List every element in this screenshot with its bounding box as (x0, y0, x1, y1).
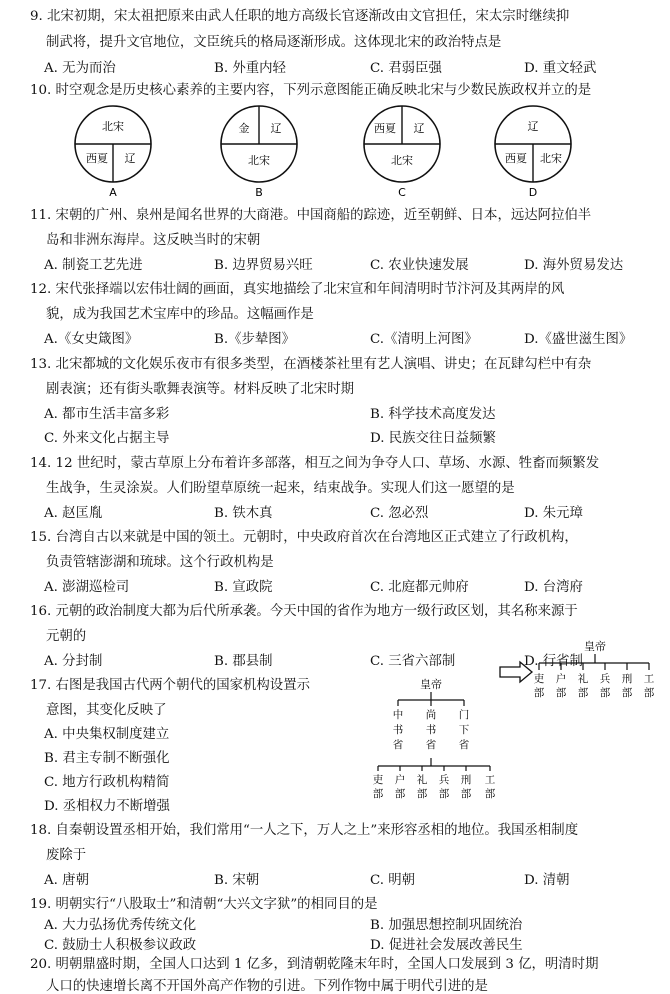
question-text: 11. 宋朝的广州、泉州是闻名世界的大商港。中国商船的踪迹，近至朝鲜、日本，远达阿拉伯半 (30, 208, 592, 223)
left-ministry-2-char: 部 (394, 788, 406, 800)
option-b: B. 科学技术高度发达 (370, 407, 496, 422)
option-a: A. 澎湖巡检司 (44, 580, 130, 595)
right-ministry-2-char: 部 (555, 687, 567, 699)
right-ministry-3-char: 部 (577, 687, 589, 699)
left-province-1-char: 省 (392, 739, 404, 751)
option-c: C. 地方行政机构精简 (44, 775, 170, 790)
right-ministry-6-char: 工 (643, 673, 655, 685)
diagram-c-top-right: 辽 (413, 122, 425, 135)
right-root-emperor: 皇帝 (584, 640, 606, 653)
left-province-1-char: 中 (392, 709, 404, 721)
question-text: 9. 北宋初期，宋太祖把原来由武人任职的地方高级长官逐渐改由文官担任，宋太宗时继续抑 (30, 9, 570, 24)
question-text: 人口的快速增长离不开国外高产作物的引进。下列作物中属于明代引进的是 (46, 979, 488, 994)
option-b: B. 郡县制 (214, 654, 273, 669)
option-a: A. 唐朝 (44, 873, 89, 888)
diagram-a-top: 北宋 (102, 120, 124, 133)
option-c: C. 忽必烈 (370, 506, 429, 521)
option-a: A. 赵匡胤 (44, 506, 103, 521)
question-text: 废除于 (46, 848, 87, 863)
left-ministry-1-char: 吏 (372, 774, 384, 786)
diagram-c-bottom: 北宋 (391, 154, 413, 167)
option-c: C. 北庭都元帅府 (370, 580, 469, 595)
diagram-b-top-left: 金 (238, 122, 250, 135)
left-ministry-5-char: 部 (460, 788, 472, 800)
question-text: 10. 时空观念是历史核心素养的主要内容，下列示意图能正确反映北宋与少数民族政权并立的是 (30, 83, 592, 98)
diagram-a-label: A (109, 186, 117, 199)
option-d: D. 台湾府 (524, 580, 583, 595)
question-text: 12. 宋代张择端以宏伟壮阔的画面，真实地描绘了北宋宣和年间清明时节汴河及其两岸的风 (30, 282, 565, 297)
option-d: D. 海外贸易发达 (524, 258, 624, 273)
right-ministries (534, 672, 655, 699)
left-root-emperor: 皇帝 (420, 678, 442, 691)
option-c: C. 明朝 (370, 873, 416, 888)
question-text: 14. 12 世纪时，蒙古草原上分布着许多部落，相互之间为争夺人口、草场、水源、牲畜而频繁发 (30, 456, 600, 471)
option-c: C. 三省六部制 (370, 654, 456, 669)
option-d: D. 重文轻武 (524, 61, 597, 76)
option-c: C. 外来文化占据主导 (44, 431, 170, 446)
left-ministry-1-char: 部 (372, 788, 384, 800)
question-text: 负责管辖澎湖和琉球。这个行政机构是 (46, 555, 274, 570)
right-ministry-4-char: 兵 (599, 673, 611, 685)
option-b: B. 加强思想控制巩固统治 (370, 918, 523, 933)
transition-arrow-icon (500, 662, 532, 682)
right-ministry-1-char: 吏 (533, 673, 545, 685)
left-ministry-2-char: 户 (394, 774, 406, 786)
question-text: 剧表演；还有街头歌舞表演等。材料反映了北宋时期 (46, 382, 354, 397)
option-a: A. 大力弘扬优秀传统文化 (44, 918, 197, 933)
right-ministry-2-char: 户 (555, 673, 567, 685)
option-c: C. 君弱臣强 (370, 61, 442, 76)
option-d: D. 清朝 (524, 873, 570, 888)
diagram-d-bottom-right: 北宋 (540, 152, 562, 165)
question-text: 13. 北宋都城的文化娱乐夜市有很多类型，在酒楼茶社里有艺人演唱、讲史；在瓦肆勾栏中有杂 (30, 357, 592, 372)
option-a: A. 都市生活丰富多彩 (44, 407, 170, 422)
diagram-b-top-right: 辽 (270, 122, 282, 135)
option-d: D.《盛世滋生图》 (524, 332, 633, 347)
diagram-d-top: 辽 (527, 120, 539, 133)
left-ministry-3-char: 部 (416, 788, 428, 800)
question-text: 岛和非洲东海岸。这反映当时的宋朝 (46, 233, 261, 248)
question-text: 18. 自秦朝设置丞相开始，我们常用“一人之下，万人之上”来形容丞相的地位。我国丞相制度 (30, 823, 579, 838)
left-provinces (393, 708, 470, 751)
diagram-b-label: B (255, 186, 263, 199)
option-a: A. 分封制 (44, 654, 103, 669)
option-c: C.《清明上河图》 (370, 332, 478, 347)
question-text: 15. 台湾自古以来就是中国的领土。元朝时，中央政府首次在台湾地区正式建立了行政机构， (30, 530, 578, 545)
left-province-3-char: 省 (458, 739, 470, 751)
diagram-c-label: C (398, 186, 406, 199)
left-province-3-char: 门 (458, 709, 470, 721)
option-c: C. 鼓励士人积极参议政政 (44, 938, 197, 953)
right-ministry-5-char: 部 (621, 687, 633, 699)
option-b: B. 宣政院 (214, 580, 273, 595)
option-b: B. 君主专制不断强化 (44, 751, 170, 766)
right-ministry-5-char: 刑 (621, 673, 633, 685)
left-province-2-char: 书 (425, 724, 437, 736)
question-text: 17. 右图是我国古代两个朝代的国家机构设置示 (30, 678, 310, 693)
right-ministry-3-char: 礼 (577, 673, 589, 685)
question-text: 20. 明朝鼎盛时期，全国人口达到 1 亿多，到清朝乾隆末年时，全国人口发展到 3 亿，明清时期 (30, 957, 599, 972)
diagram-d-bottom-left: 西夏 (505, 152, 527, 165)
left-province-1-char: 书 (392, 724, 404, 736)
left-ministry-3-char: 礼 (416, 774, 428, 786)
option-b: B. 宋朝 (214, 873, 260, 888)
option-a: A. 无为而治 (44, 61, 116, 76)
question-text: 制武将，提升文官地位，文臣统兵的格局逐渐形成。这体现北宋的政治特点是 (46, 35, 502, 50)
option-a: A. 中央集权制度建立 (44, 727, 170, 742)
option-b: B.《步辇图》 (214, 332, 296, 347)
left-ministries (373, 773, 496, 800)
option-b: B. 边界贸易兴旺 (214, 258, 313, 273)
question-text: 19. 明朝实行“八股取士”和清朝“大兴文字狱”的相同目的是 (30, 897, 378, 912)
left-ministry-5-char: 刑 (460, 774, 472, 786)
left-ministry-6-char: 部 (484, 788, 496, 800)
question-text: 意图，其变化反映了 (46, 703, 167, 718)
left-province-2-char: 省 (425, 739, 437, 751)
option-d: D. 民族交往日益频繁 (370, 431, 496, 446)
option-d: D. 丞相权力不断增强 (44, 799, 170, 814)
option-a: A.《女史箴图》 (44, 332, 139, 347)
option-b: B. 外重内轻 (214, 61, 286, 76)
option-d: D. 促进社会发展改善民生 (370, 938, 523, 953)
right-ministry-1-char: 部 (533, 687, 545, 699)
option-d: D. 行省制 (524, 654, 583, 669)
question-text: 生战争，生灵涂炭。人们盼望草原统一起来，结束战争。实现人们这一愿望的是 (46, 481, 515, 496)
diagram-b-bottom: 北宋 (248, 154, 270, 167)
option-b: B. 铁木真 (214, 506, 273, 521)
option-c: C. 农业快速发展 (370, 258, 469, 273)
left-ministry-6-char: 工 (484, 774, 496, 786)
option-a: A. 制瓷工艺先进 (44, 258, 143, 273)
option-d: D. 朱元璋 (524, 506, 583, 521)
question-text: 貌，成为我国艺术宝库中的珍品。这幅画作是 (46, 307, 314, 322)
left-province-2-char: 尚 (425, 709, 437, 721)
left-ministry-4-char: 部 (438, 788, 450, 800)
left-ministry-4-char: 兵 (438, 774, 450, 786)
diagram-d-label: D (528, 186, 538, 199)
question-text: 16. 元朝的政治制度大都为后代所承袭。今天中国的省作为地方一级行政区划，其名称来源于 (30, 604, 578, 619)
diagram-a-bottom-left: 西夏 (86, 152, 108, 165)
right-ministry-6-char: 部 (643, 687, 655, 699)
right-ministry-4-char: 部 (599, 687, 611, 699)
question-text: 元朝的 (46, 629, 87, 644)
diagram-a-bottom-right: 辽 (124, 152, 136, 165)
diagram-c-top-left: 西夏 (374, 122, 396, 135)
left-province-3-char: 下 (458, 724, 470, 736)
